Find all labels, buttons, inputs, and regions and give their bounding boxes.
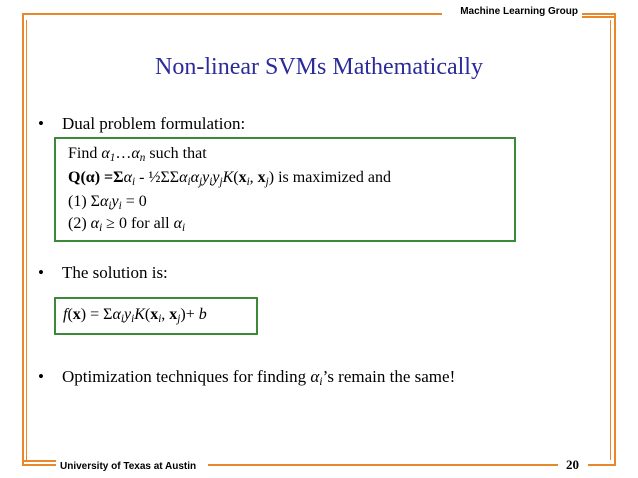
left-border-inner <box>26 20 27 460</box>
top-border-left <box>22 13 442 15</box>
header-group-label: Machine Learning Group <box>460 6 578 17</box>
dual-problem-box <box>54 137 516 242</box>
footer-university: University of Texas at Austin <box>60 461 197 472</box>
bottom-border-right <box>588 464 616 466</box>
bullet-dot: • <box>38 263 44 282</box>
bullet-text: Dual problem formulation: <box>62 114 246 133</box>
bottom-border-left-upper <box>22 460 56 462</box>
top-border-right <box>582 13 616 15</box>
top-border-right-lower <box>582 16 616 18</box>
bullet-text: Optimization techniques for finding $\alpha_i’s$ remain the same! <box>62 367 456 388</box>
dual-line-constraint-2: (2) $\alpha_i \ge 0$ for all $\alpha_i$ <box>68 215 186 234</box>
right-border-inner <box>610 20 611 460</box>
page-number: 20 <box>566 457 579 472</box>
bottom-border-mid <box>208 464 558 466</box>
slide-title: Non-linear SVMs Mathematically <box>155 54 483 80</box>
dual-line-objective: $Q(\alpha) =\Sigma\alpha_i$ - $\frac{1}{2}\Sigma\Sigma\alpha_i\alpha_jy_iy_jK(x_i$, $x_j$) is maximized and <box>68 169 391 188</box>
solution-formula: $f(x) = \Sigma\alpha_iy_iK(x_i$, $x_j)+ b$ <box>63 306 207 325</box>
dual-line-constraint-1: (1) $\Sigma\alpha_iy_i = 0$ <box>68 193 147 212</box>
dual-line-find: Find $\alpha_1\dots\alpha_n$ such that <box>68 145 207 164</box>
bottom-border-left <box>22 464 56 466</box>
bullet-dot: • <box>38 367 44 386</box>
bullet-dot: • <box>38 114 44 133</box>
bullet-text: The solution is: <box>62 263 168 282</box>
solution-box <box>54 297 258 335</box>
